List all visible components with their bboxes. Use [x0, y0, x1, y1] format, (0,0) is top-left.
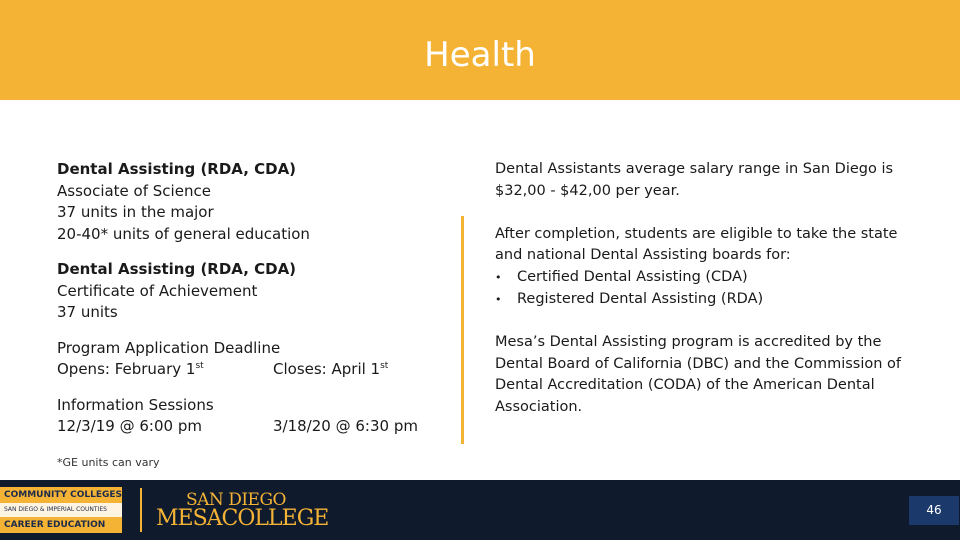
bullet-icon: •: [495, 292, 502, 306]
accreditation-text: Mesa’s Dental Assisting program is accredited by the: [495, 333, 882, 350]
ge-footnote: *GE units can vary: [57, 456, 160, 469]
program-title: Dental Assisting (RDA, CDA): [57, 160, 297, 178]
list-item: • Registered Dental Assisting (RDA): [495, 289, 915, 311]
accreditation-text: Dental Accreditation (CODA) of the American Dental: [495, 377, 875, 394]
certificate-units: 37 units: [57, 303, 118, 321]
salary-text: Dental Assistants average salary range in San Diego is: [495, 161, 894, 177]
units-major: 37 units in the major: [57, 203, 214, 221]
right-column: [495, 159, 915, 433]
header-banner: [0, 0, 960, 100]
program-title: Dental Assisting (RDA, CDA): [57, 260, 297, 278]
closes-date: Closes: April 1st: [273, 360, 389, 378]
program-associate-block: [57, 159, 457, 245]
salary-range: $32,00 - $42,00 per year.: [495, 182, 680, 199]
eligibility-text: After completion, students are eligible to take the state: [495, 225, 898, 242]
salary-block: [495, 159, 915, 203]
footer-bar: [0, 480, 960, 540]
page-number-badge: 46: [909, 496, 959, 525]
community-colleges-logo: COMMUNITY COLLEGES SAN DIEGO & IMPERIAL COUNTIES CAREER EDUCATION: [0, 487, 122, 533]
sessions-dates: [57, 416, 457, 438]
program-certificate-block: [57, 259, 457, 324]
eligibility-text: and national Dental Assisting boards for:: [495, 247, 791, 264]
list-item: • Certified Dental Assisting (CDA): [495, 267, 915, 289]
degree-type: Associate of Science: [57, 181, 211, 200]
eligibility-block: [495, 224, 915, 311]
session-date-1: 12/3/19 @ 6:00 pm: [57, 417, 202, 435]
page-title: Health: [424, 35, 536, 75]
info-sessions-block: [57, 395, 457, 438]
footer-divider: [140, 488, 142, 532]
mesa-college-logo-top: SAN DIEGO: [186, 490, 286, 510]
deadline-heading: Program Application Deadline: [57, 338, 281, 357]
opens-date: Opens: February 1st: [57, 360, 204, 378]
accreditation-text: Association.: [495, 399, 583, 416]
sessions-heading: Information Sessions: [57, 395, 214, 414]
session-date-2: 3/18/20 @ 6:30 pm: [273, 417, 418, 435]
column-divider: [461, 216, 464, 444]
certificate-type: Certificate of Achievement: [57, 281, 258, 300]
accreditation-text: Dental Board of California (DBC) and the Commission of: [495, 355, 902, 372]
units-ge: 20-40* units of general education: [57, 224, 310, 243]
mesa-college-logo: MESACOLLEGE: [156, 506, 329, 531]
accreditation-block: [495, 332, 915, 419]
deadline-dates: [57, 359, 457, 381]
bullet-icon: •: [495, 271, 502, 285]
left-column: [57, 159, 457, 452]
deadline-block: [57, 338, 457, 381]
